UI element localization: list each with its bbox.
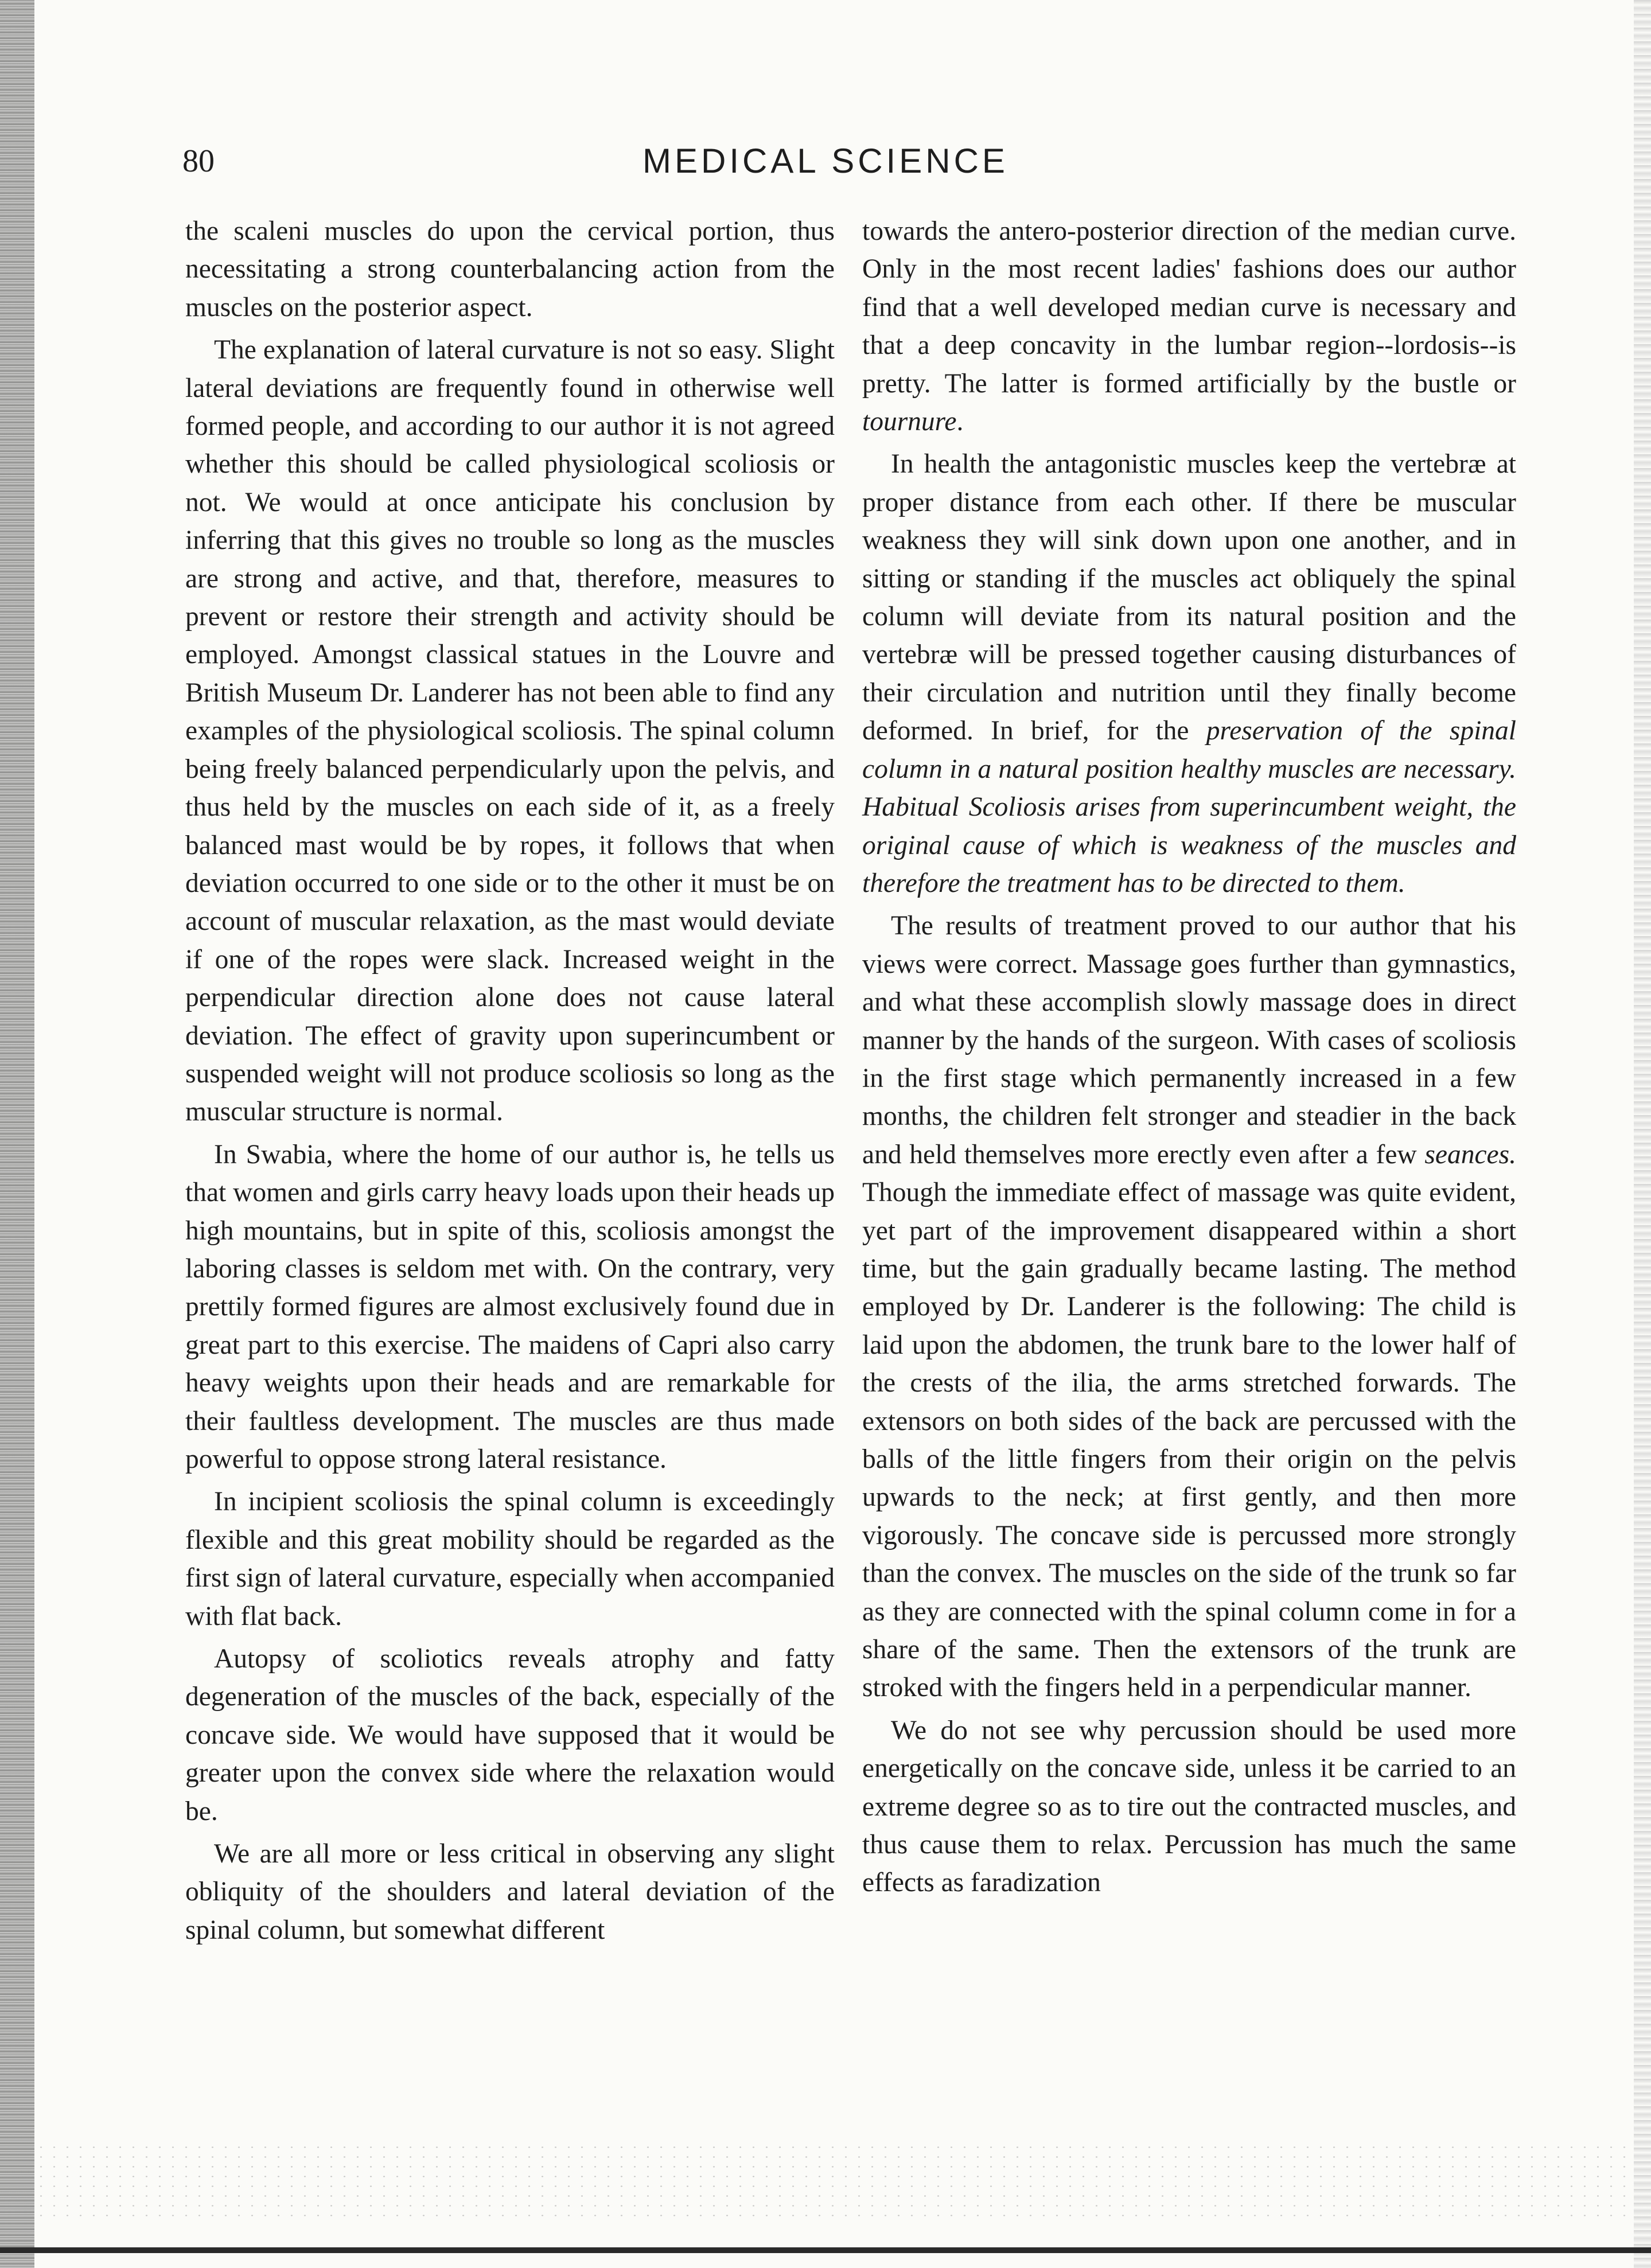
text: Autopsy of scoliotics reveals atrophy and fatty degeneration of the muscles of the back, especially of the concave side. We would have supposed that it would be greater upon the convex side where the relaxation would be. [185,1644,835,1826]
text: We are all more or less critical in observing any slight obliquity of the shoulders and lateral deviation of the spinal column, but somewhat different [185,1839,835,1945]
running-head: MEDICAL SCIENCE [643,142,1008,180]
text: towards the antero-posterior direction of the median curve. Only in the most recent ladies' fashions does our author find that a well developed median curve is necessary and that a deep concavity in the lumbar region--lordosis--is pretty. The latter is formed artificially by the bustle or [862,216,1516,399]
paragraph [185,212,835,326]
italic-text: tournure [862,407,957,437]
scan-speckle [34,2142,1634,2223]
text: the scaleni muscles do upon the cervical portion, thus necessitating a strong counterbalancing action from the muscles on the posterior aspect. [185,216,835,322]
paragraph [862,212,1516,441]
italic-text: seances. [1424,1139,1516,1170]
paragraph [185,331,835,1131]
right-column [862,212,1516,1907]
text: . [956,407,964,437]
text: The explanation of lateral curvature is not so easy. Slight lateral deviations are frequently found in otherwise well formed people, and according to our author it is not agreed whether this should be called physiological scoliosis or not. We would at once anticipate his conclusion by inferring that this gives no trouble so long as the muscles are strong and active, and that, therefore, measures to prevent or restore their strength and activity should be employed. Amongst classical statues in the Louvre and British Museum Dr. Landerer has not been able to find any examples of the physiological scoliosis. The spinal column being freely balanced perpendicularly upon the pelvis, and thus held by the muscles on each side of it, as a freely balanced mast would be by ropes, it follows that when deviation occurred to one side or to the other it must be on account of muscular relaxation, as the mast would deviate if one of the ropes were slack. Increased weight in the perpendicular direction alone does not cause lateral deviation. The effect of gravity upon superincumbent or suspended weight will not produce scoliosis so long as the muscular structure is normal. [185,335,835,1127]
italic-text: preservation of the spinal column in a natural position healthy muscles are necessary. Habitual Scoliosis arises from superincumbent weight, the original cause of which is weakness of the muscles and therefore the treatment has to be directed to them. [862,716,1516,898]
paragraph [185,1640,835,1830]
binding-edge [0,0,34,2268]
page-edge-shadow [1634,0,1651,2268]
text: In Swabia, where the home of our author is, he tells us that women and girls carry heavy loads upon their heads up high mountains, but in spite of this, scoliosis amongst the laboring classes is seldom met with. On the contrary, very prettily formed figures are almost exclusively found due in great part to this exercise. The maidens of Capri also carry heavy weights upon their heads and are remarkable for their faultless development. The muscles are thus made powerful to oppose strong lateral resistance. [185,1139,835,1474]
page-number: 80 [182,143,215,179]
text: In health the antagonistic muscles keep the vertebræ at proper distance from each other. If there be muscular weakness they will sink down upon one another, and in sitting or standing if the muscles act obliquely the spinal column will deviate from its natural position and the vertebræ will be pressed together causing disturbances of their circulation and nutrition until they finally become deformed. In brief, for the [862,449,1516,746]
text: In incipient scoliosis the spinal column is exceedingly flexible and this great mobility should be regarded as the first sign of lateral curvature, especially when accompanied with flat back. [185,1487,835,1631]
paragraph [862,1712,1516,1902]
text: Though the immediate effect of massage was quite evident, yet part of the improvement disappeared within a short time, but the gain gradually became lasting. The method employed by Dr. Landerer is the following: The child is laid upon the abdomen, the trunk bare to the lower half of the crests of the ilia, the arms stretched forwards. The extensors on both sides of the back are percussed with the balls of the little fingers from their origin on the pelvis upwards to the neck; at first gently, and then more vigorously. The concave side is percussed more strongly than the convex. The muscles on the side of the trunk so far as they are connected with the spinal column come in for a share of the same. Then the extensors of the trunk are stroked with the fingers held in a perpendicular manner. [862,1178,1516,1703]
text: We do not see why percussion should be used more energetically on the concave side, unless it be carried to an extreme degree so as to tire out the contracted muscles, and thus cause them to relax. Percussion has much the same effects as faradization [862,1715,1516,1898]
paragraph [862,907,1516,1707]
paragraph [185,1136,835,1479]
bottom-rule [0,2247,1651,2253]
text: The results of treatment proved to our author that his views were correct. Massage goes further than gymnastics, and what these accomplish slowly massage does in direct manner by the hands of the surgeon. With cases of scoliosis in the first stage which permanently increased in a few months, the children felt stronger and steadier in the back and held themselves more erectly even after a few [862,911,1516,1170]
paragraph [185,1483,835,1635]
left-column [185,212,835,1954]
paragraph [862,445,1516,902]
paragraph [185,1835,835,1949]
